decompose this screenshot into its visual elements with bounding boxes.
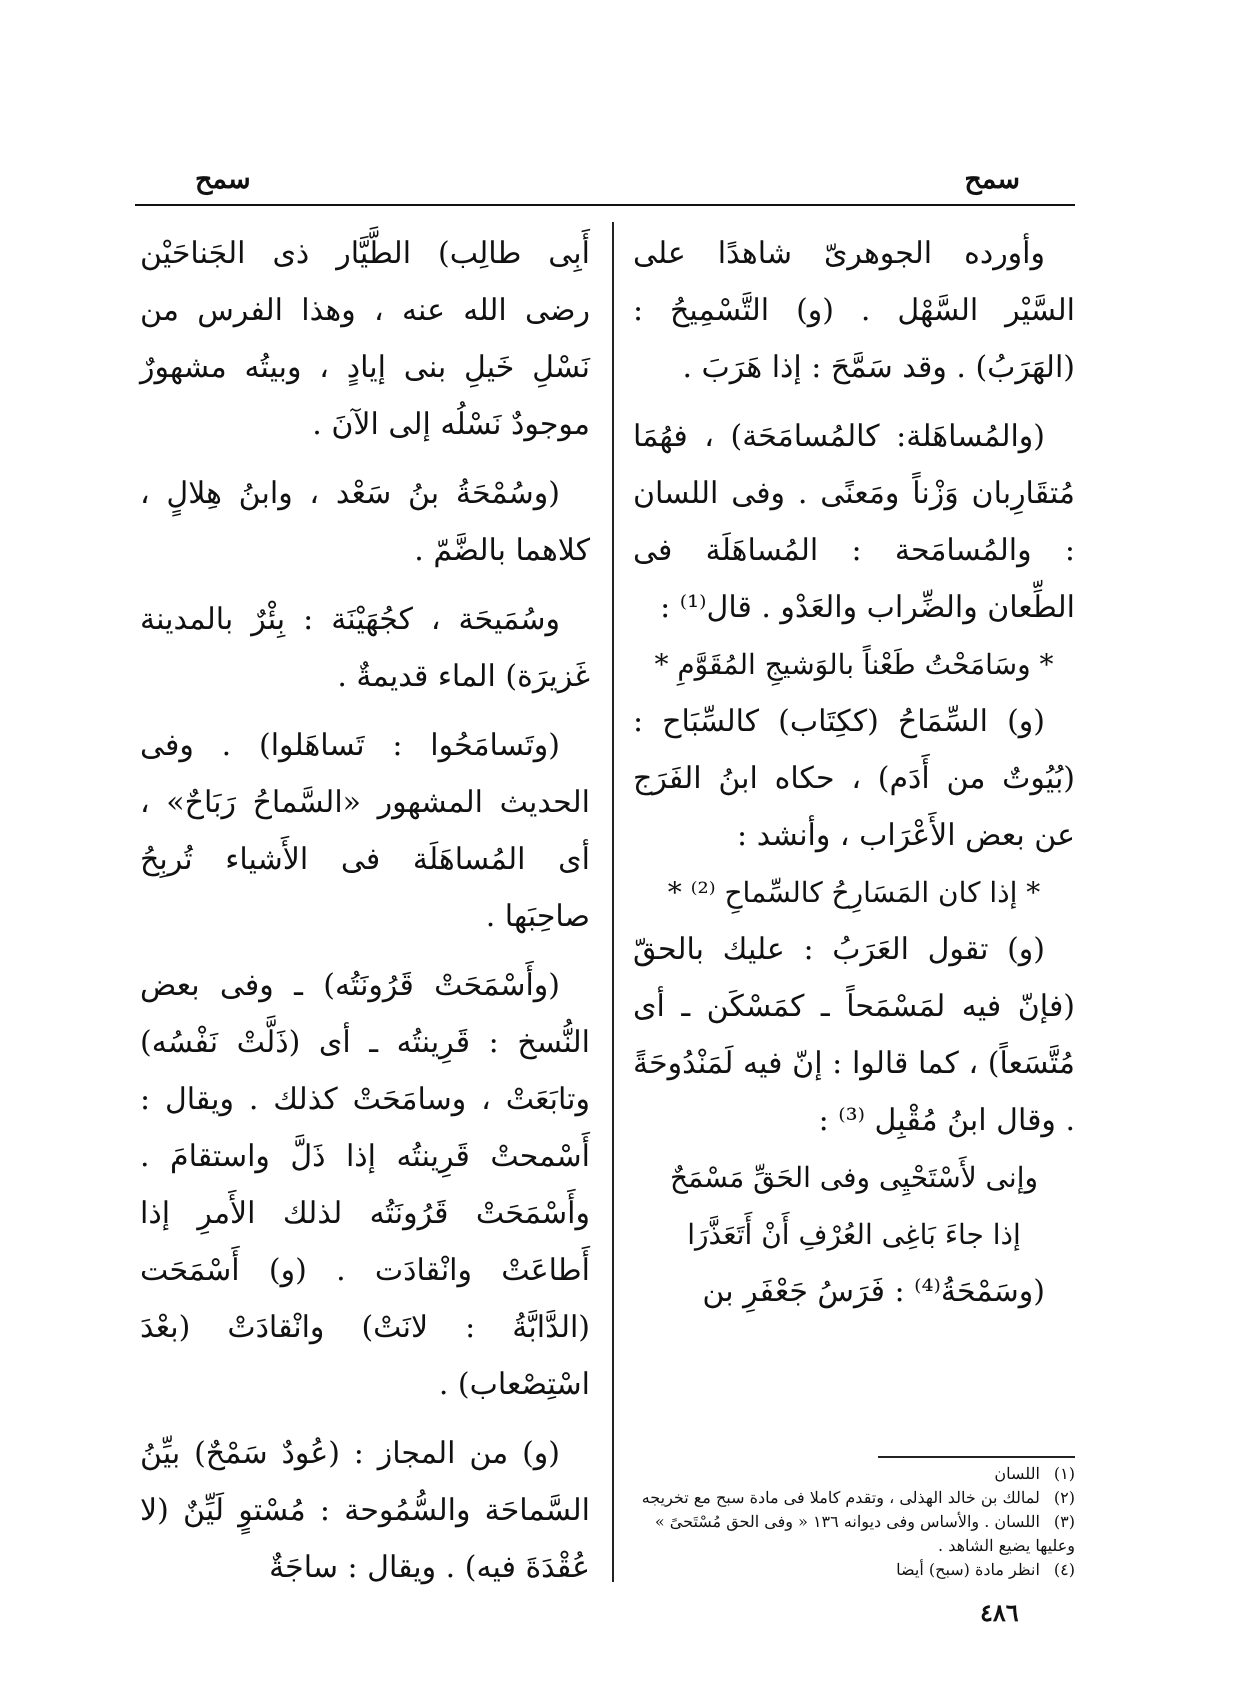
verse-line: إذا جاءَ بَاغِى العُرْفِ أَنْ أَتَعَذَّرَا — [687, 1218, 1021, 1251]
entry-paragraph: (وسَمْحَةُ⁽⁴⁾ : فَرَسُ جَعْفَرِ بن — [702, 1274, 1045, 1309]
page-header — [135, 160, 1075, 210]
header-right-title: سمح — [964, 164, 1020, 195]
footnote — [633, 1558, 1075, 1582]
entry-paragraph: وسُمَيحَة ، كجُهَيْنَة : بِئْرٌ بالمدينة غَزيرَة) الماء قديمةٌ . — [140, 602, 590, 694]
entry-paragraph: وأورده الجوهرىّ شاهدًا على السَّيْر السَّهْل . (و) التَّسْمِيحُ : (الهَرَبُ) . وقد سَمَّحَ : إذا هَرَبَ . — [633, 236, 1075, 385]
verse-line: * إذا كان المَسَارِحُ كالسِّماحِ ⁽²⁾ * — [667, 876, 1041, 909]
footnote-text: اللسان . والأساس وفى ديوانه ١٣٦ « وفى الحق مُسْتَحىً » وعليها يضيع الشاهد . — [654, 1512, 1075, 1555]
footnote-rule — [878, 1456, 1075, 1458]
entry-paragraph: أَبِى طالِب) الطَّيَّار ذى الجَناحَيْن رضى الله عنه ، وهذا الفرس من نَسْلِ خَيلِ بنى إيادٍ ، وبيتُه مشهورٌ موجودٌ نَسْلُه إلى الآنَ . — [140, 236, 590, 442]
footnote — [633, 1462, 1075, 1486]
entry-paragraph: (وسُمْحَةُ بنُ سَعْد ، وابنُ هِلالٍ ، كلاهما بالضَّمّ . — [140, 476, 590, 568]
entry-paragraph: (والمُساهَلة: كالمُسامَحَة) ، فهُمَا مُتقَارِبان وَزْناً ومَعنًى . وفى اللسان : والمُسامَحة : المُساهَلَة فى الطِّعان والضِّراب والعَدْو . قال⁽¹⁾ : — [633, 419, 1075, 625]
footnote — [633, 1510, 1075, 1558]
footnote-text: لمالك بن خالد الهذلى ، وتقدم كاملا فى مادة سبح مع تخريجه — [641, 1488, 1040, 1507]
footnote — [633, 1486, 1075, 1510]
right-column — [633, 225, 1075, 1320]
header-rule — [135, 204, 1075, 206]
page-number: ٤٨٦ — [980, 1598, 1019, 1627]
footnote-text: انظر مادة (سبح) أيضا — [896, 1560, 1040, 1579]
entry-paragraph: (وأَسْمَحَتْ قَرُونَتُه) ـ وفى بعض النُّسخ : قَرِينتُه ـ أى (ذَلَّتْ نَفْسُه) وتابَعَتْ ، وسامَحَتْ كذلك . ويقال : أَسْمحتْ قَرِينتُه إذا ذَلَّ واستقامَ . وأَسْمَحَتْ قَرُونَتُه لذلك الأَمرِ إذا أَطاعَتْ وانْقادَت . (و) أَسْمَحَت (الدَّابَّةُ : لانَتْ) وانْقادَتْ (بعْدَ اسْتِصْعاب) . — [140, 968, 590, 1402]
footnote-number: (١) — [1053, 1464, 1075, 1483]
footnote-number: (٢) — [1053, 1488, 1075, 1507]
footnote-number: (٤) — [1053, 1560, 1075, 1579]
entry-paragraph: (و) تقول العَرَبُ : عليك بالحقّ (فإنّ فيه لمَسْمَحاً ـ كمَسْكَن ـ أى مُتَّسَعاً) ، كما قالوا : إنّ فيه لَمَنْدُوحَةً . وقال ابنُ مُقْبِل ⁽³⁾ : — [633, 932, 1075, 1138]
entry-paragraph: (وتَسامَحُوا : تَساهَلوا) . وفى الحديث المشهور «السَّماحُ رَبَاحٌ» ، أى المُساهَلَة فى الأَشياء تُربِحُ صاحِبَها . — [140, 728, 590, 934]
entry-paragraph: (و) السِّمَاحُ (ككِتَاب) كالسِّبَاح : (بُيُوتٌ من أَدَم) ، حكاه ابنُ الفَرَج عن بعض الأَعْرَاب ، وأنشد : — [633, 704, 1075, 853]
entry-paragraph: (و) من المجاز : (عُودٌ سَمْحٌ) بيِّنُ السَّماحَة والسُّمُوحة : مُسْتوٍ لَيِّنٌ (لا عُقْدَةَ فيه) . ويقال : ساجَةٌ — [140, 1436, 590, 1585]
header-left-title: سمح — [195, 164, 251, 195]
footnote-number: (٣) — [1053, 1512, 1075, 1531]
verse-line: * وسَامَحْتُ طَعْناً بالوَشيجِ المُقَوَّمِ * — [654, 648, 1054, 681]
footnotes — [633, 1462, 1075, 1582]
footnote-text: اللسان — [994, 1464, 1040, 1483]
column-divider — [612, 222, 614, 1582]
verse-line: وإنى لأَسْتَحْيِى وفى الحَقِّ مَسْمَحٌ — [670, 1161, 1038, 1194]
left-column — [140, 225, 590, 1596]
